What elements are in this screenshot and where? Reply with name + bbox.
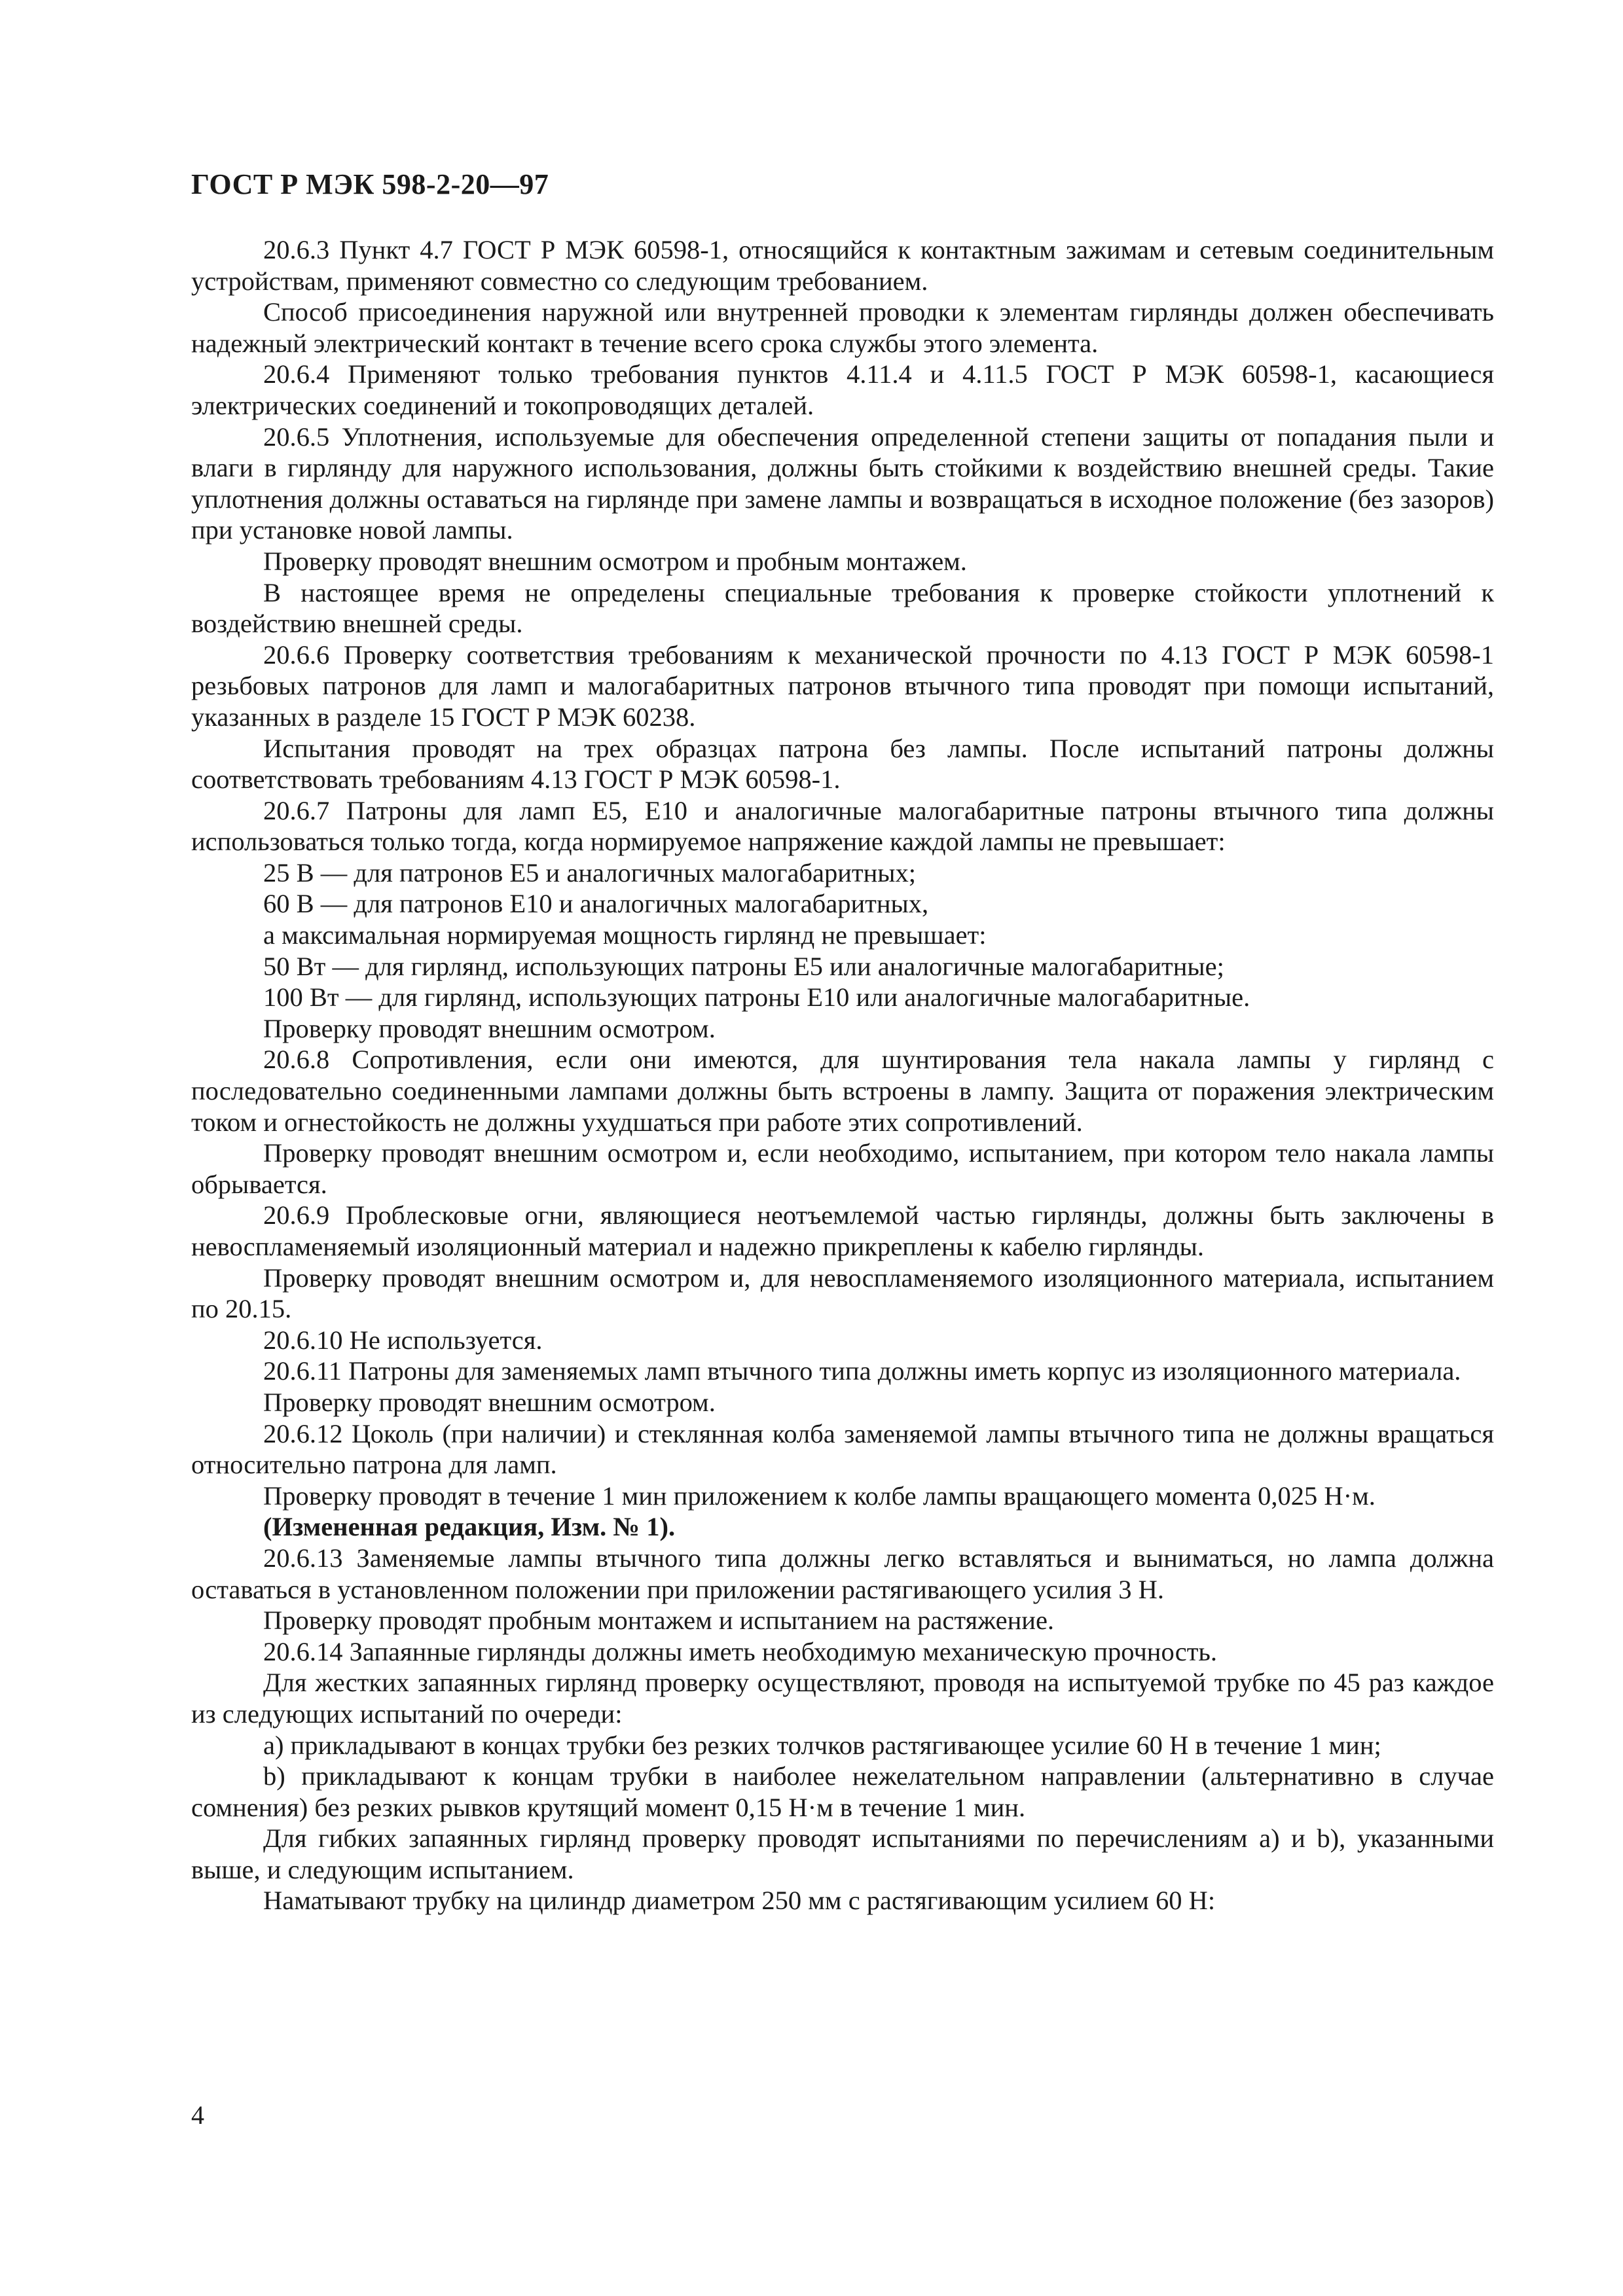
paragraph: 20.6.14 Запаянные гирлянды должны иметь необходимую механическую прочность.: [263, 1636, 1218, 1666]
paragraph: Способ присоединения наружной или внутренней проводки к элементам гирлянды должен обеспечивать надежный электрический контакт в течение всего срока службы этого элемента.: [191, 297, 1494, 358]
paragraph: 20.6.10 Не используется.: [263, 1325, 543, 1355]
paragraph: Для жестких запаянных гирлянд проверку осуществляют, проводя на испытуемой трубке по 45 раз каждое из следующих испытаний по очереди:: [191, 1668, 1494, 1729]
list-item: 100 Вт — для гирлянд, использующих патроны Е10 или аналогичные малогабаритные.: [263, 982, 1250, 1013]
paragraph: Проверку проводят в течение 1 мин приложением к колбе лампы вращающего момента 0,025 Н·м.: [263, 1480, 1376, 1511]
page-number: 4: [191, 2100, 204, 2130]
paragraph: Проверку проводят пробным монтажем и испытанием на растяжение.: [263, 1605, 1055, 1636]
paragraph: Проверку проводят внешним осмотром.: [263, 1013, 716, 1043]
paragraph: Испытания проводят на трех образцах патрона без лампы. После испытаний патроны должны соответствовать требованиям 4.13 ГОСТ Р МЭК 60598-1.: [191, 733, 1494, 795]
paragraph: Наматывают трубку на цилиндр диаметром 250 мм с растягивающим усилием 60 Н:: [263, 1886, 1216, 1916]
list-item: 25 В — для патронов Е5 и аналогичных малогабаритных;: [263, 857, 917, 888]
paragraph: Для гибких запаянных гирлянд проверку проводят испытаниями по перечислениям а) и b), указанными выше, и следующим испытанием.: [191, 1823, 1494, 1884]
document-header: ГОСТ Р МЭК 598-2-20—97: [191, 168, 549, 200]
list-item: 60 В — для патронов Е10 и аналогичных малогабаритных,: [263, 889, 929, 919]
paragraph: Проверку проводят внешним осмотром и, если необходимо, испытанием, при котором тело накала лампы обрывается.: [191, 1138, 1494, 1199]
paragraph: Проверку проводят внешним осмотром и пробным монтажем.: [263, 546, 967, 576]
document-body: [191, 234, 1494, 1916]
paragraph: а максимальная нормируемая мощность гирлянд не превышает:: [263, 920, 987, 950]
paragraph: 20.6.9 Проблесковые огни, являющиеся неотъемлемой частью гирлянды, должны быть заключены в невоспламеняемый изоляционный материал и надежно прикреплены к кабелю гирлянды.: [191, 1200, 1494, 1261]
paragraph: 20.6.7 Патроны для ламп Е5, Е10 и аналогичные малогабаритные патроны втычного типа должны использоваться только тогда, когда нормируемое напряжение каждой лампы не превышает:: [191, 795, 1494, 857]
paragraph: Проверку проводят внешним осмотром.: [263, 1387, 716, 1417]
paragraph: 20.6.4 Применяют только требования пунктов 4.11.4 и 4.11.5 ГОСТ Р МЭК 60598-1, касающиеся электрических соединений и токопроводящих деталей.: [191, 359, 1494, 420]
paragraph: 20.6.8 Сопротивления, если они имеются, для шунтирования тела накала лампы у гирлянд с последовательно соединенными лампами должны быть встроены в лампу. Защита от поражения электрическим током и огнестойкость не должны ухудшаться при работе этих сопротивлений.: [191, 1045, 1494, 1137]
amendment-note: (Измененная редакция, Изм. № 1).: [263, 1512, 676, 1542]
list-item: а) прикладывают в концах трубки без резких толчков растягивающее усилие 60 Н в течение 1 мин;: [263, 1730, 1381, 1760]
paragraph: 20.6.3 Пункт 4.7 ГОСТ Р МЭК 60598-1, относящийся к контактным зажимам и сетевым соединительным устройствам, применяют совместно со следующим требованием.: [191, 235, 1494, 296]
paragraph: 20.6.12 Цоколь (при наличии) и стеклянная колба заменяемой лампы втычного типа не должны вращаться относительно патрона для ламп.: [191, 1418, 1494, 1480]
paragraph: Проверку проводят внешним осмотром и, для невоспламеняемого изоляционного материала, испытанием по 20.15.: [191, 1263, 1494, 1324]
paragraph: 20.6.6 Проверку соответствия требованиям к механической прочности по 4.13 ГОСТ Р МЭК 60598-1 резьбовых патронов для ламп и малогабаритных патронов втычного типа проводят при помощи испытаний, указанных в разделе 15 ГОСТ Р МЭК 60238.: [191, 639, 1494, 732]
paragraph: 20.6.5 Уплотнения, используемые для обеспечения определенной степени защиты от попадания пыли и влаги в гирлянду для наружного использования, должны быть стойкими к воздействию внешней среды. Такие уплотнения должны оставаться на гирлянде при замене лампы и возвращаться в исходное положение (без зазоров) при установке новой лампы.: [191, 422, 1494, 545]
paragraph: 20.6.11 Патроны для заменяемых ламп втычного типа должны иметь корпус из изоляционного материала.: [263, 1356, 1461, 1386]
paragraph: В настоящее время не определены специальные требования к проверке стойкости уплотнений к воздействию внешней среды.: [191, 577, 1494, 639]
list-item: 50 Вт — для гирлянд, использующих патроны Е5 или аналогичные малогабаритные;: [263, 951, 1224, 981]
paragraph: 20.6.13 Заменяемые лампы втычного типа должны легко вставляться и выниматься, но лампа должна оставаться в установленном положении при приложении растягивающего усилия 3 Н.: [191, 1543, 1494, 1604]
list-item: b) прикладывают к концам трубки в наиболее нежелательном направлении (альтернативно в случае сомнения) без резких рывков крутящий момент 0,15 Н·м в течение 1 мин.: [191, 1761, 1494, 1822]
